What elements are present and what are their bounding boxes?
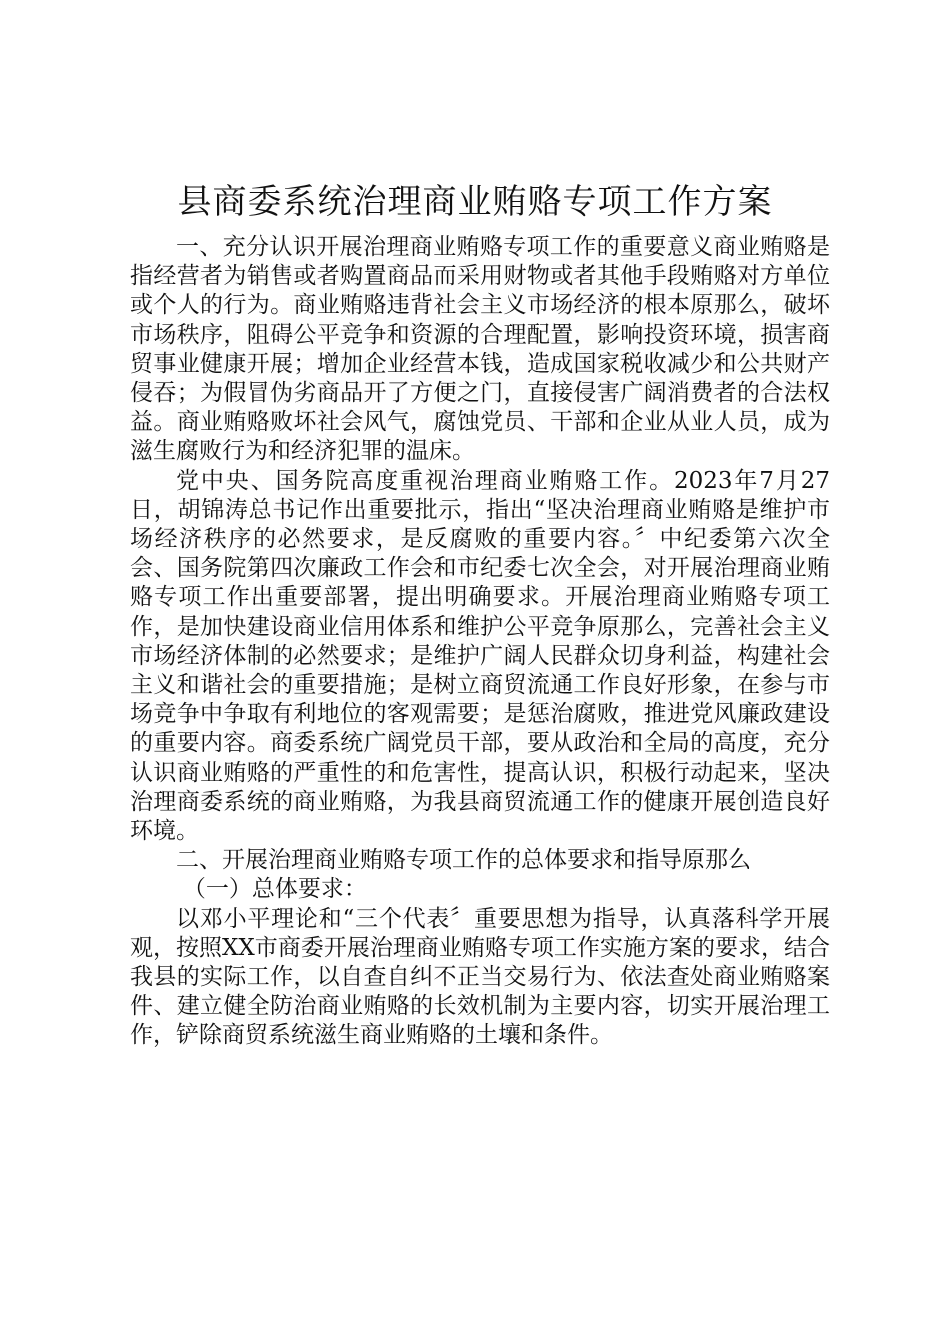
subsection-heading-overall: （一）总体要求： <box>182 876 367 903</box>
document-title: 县商委系统治理商业贿赂专项工作方案 <box>177 182 773 222</box>
document-body <box>130 233 830 1051</box>
paragraph-significance: 一、充分认识开展治理商业贿赂专项工作的重要意义商业贿赂是指经营者为销售或者购置商品而采用财物或者其他手段贿赂对方单位或个人的行为。商业贿赂违背社会主义市场经济的根本原那么，破坏市场秩序，阻碍公平竞争和资源的合理配置，影响投资环境，损害商贸事业健康开展；增加企业经营本钱，造成国家税收减少和公共财产侵吞；为假冒伪劣商品开了方便之门，直接侵害广阔消费者的合法权益。商业贿赂败坏社会风气，腐蚀党员、干部和企业从业人员，成为滋生腐败行为和经济犯罪的温床。 <box>130 234 830 465</box>
paragraph-central-directive: 党中央、国务院高度重视治理商业贿赂工作。2023年7月27日，胡锦涛总书记作出重要批示，指出“坚决治理商业贿赂是维护市场经济秩序的必然要求，是反腐败的重要内容。〞中纪委第六次全会、国务院第四次廉政工作会和市纪委七次全会，对开展治理商业贿赂专项工作出重要部署，提出明确要求。开展治理商业贿赂专项工作，是加快建设商业信用体系和维护公平竞争原那么，完善社会主义市场经济体制的必然要求；是维护广阔人民群众切身利益，构建社会主义和谐社会的重要措施；是树立商贸流通工作良好形象，在参与市场竞争中争取有利地位的客观需要；是惩治腐败，推进党风廉政建设的重要内容。商委系统广阔党员干部，要从政治和全局的高度，充分认识商业贿赂的严重性的和危害性，提高认识，积极行动起来，坚决治理商委系统的商业贿赂，为我县商贸流通工作的健康开展创造良好环境。 <box>130 467 830 845</box>
section-heading-requirements: 二、开展治理商业贿赂专项工作的总体要求和指导原那么 <box>176 847 751 874</box>
paragraph-overall-requirements: 以邓小平理论和“三个代表〞重要思想为指导，认真落科学开展观，按照XX市商委开展治理商业贿赂专项工作实施方案的要求，结合我县的实际工作，以自查自纠不正当交易行为、依法查处商业贿赂案件、建立健全防治商业贿赂的长效机制为主要内容，切实开展治理工作，铲除商贸系统滋生商业贿赂的土壤和条件。 <box>130 905 830 1049</box>
